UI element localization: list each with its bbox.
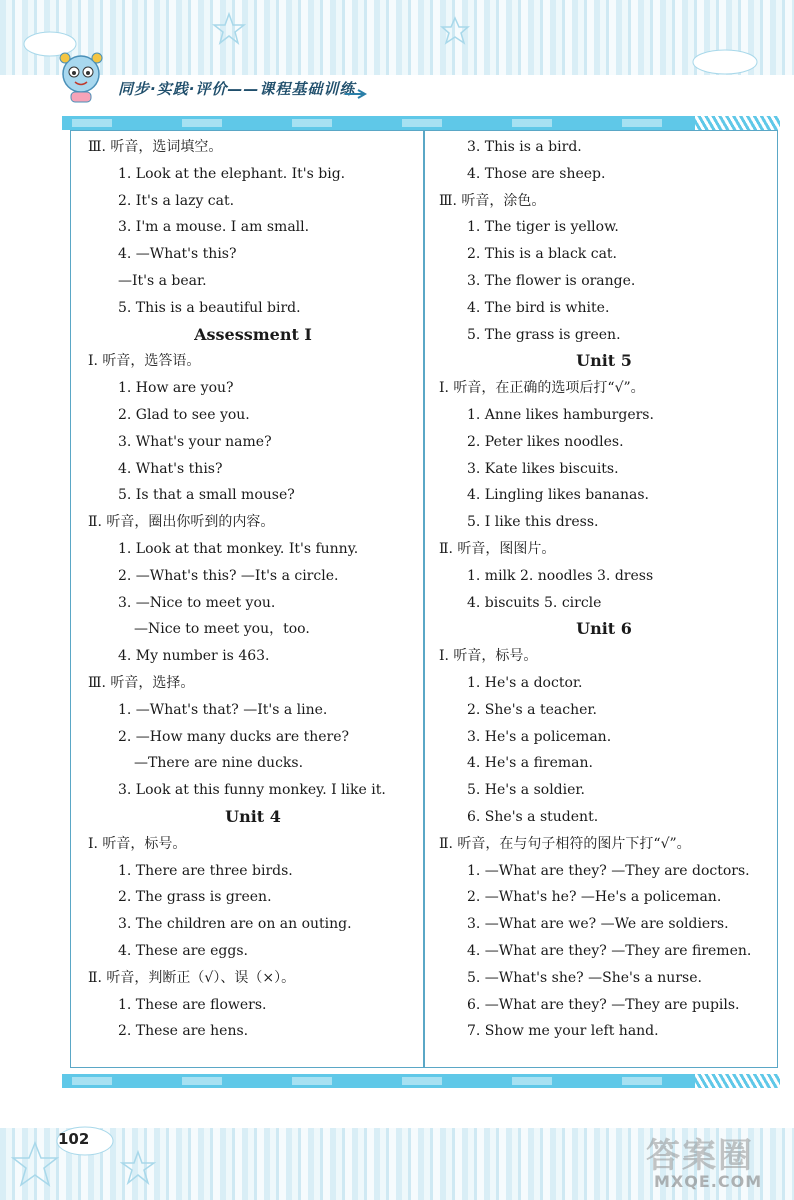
answer-line: 4. —What's this? [118, 246, 237, 263]
answer-line: 4. biscuits 5. circle [467, 594, 602, 611]
answer-line: 1. He's a doctor. [467, 674, 583, 691]
answer-line: 6. She's a student. [467, 808, 599, 825]
answer-line: 1. —What are they? —They are doctors. [467, 862, 750, 879]
answer-line: 1. —What's that? —It's a line. [118, 701, 328, 718]
answer-line: 3. —Nice to meet you. [118, 594, 276, 611]
watermark-text: 答案圈 [646, 1136, 754, 1176]
answer-line: 4. My number is 463. [118, 648, 270, 665]
answer-line: 1. Look at that monkey. It's funny. [118, 540, 359, 557]
answer-line: 5. I like this dress. [467, 514, 599, 531]
star-icon [120, 1150, 156, 1186]
answer-line: 2. Peter likes noodles. [467, 433, 624, 450]
answer-line: 6. —What are they? —They are pupils. [467, 996, 740, 1013]
section-heading: Unit 4 [225, 806, 281, 826]
exercise-instruction: Ⅲ. 听音，选词填空。 [88, 139, 223, 155]
answer-line: 5. Is that a small mouse? [118, 487, 295, 504]
exercise-instruction: Ⅰ. 听音，在正确的选项后打“√”。 [439, 380, 645, 397]
exercise-instruction: Ⅲ. 听音，选择。 [88, 674, 195, 691]
exercise-instruction: Ⅱ. 听音，图图片。 [439, 540, 556, 557]
answer-line: —It's a bear. [118, 272, 207, 289]
answer-line: 2. She's a teacher. [467, 701, 597, 718]
answer-line: 2. The grass is green. [118, 889, 272, 906]
answer-line: 7. Show me your left hand. [467, 1023, 659, 1040]
answer-line: 4. Lingling likes bananas. [467, 487, 649, 504]
cloud-icon [690, 42, 760, 78]
answer-line: 1. Look at the elephant. It's big. [118, 165, 346, 182]
answer-line: —Nice to meet you，too. [134, 621, 310, 638]
answer-line: 3. What's your name? [118, 433, 272, 450]
mascot-icon [55, 48, 107, 104]
answer-line: 4. —What are they? —They are firemen. [467, 942, 752, 959]
exercise-instruction: Ⅰ. 听音，选答语。 [88, 353, 201, 370]
answer-line: 5. He's a soldier. [467, 782, 586, 799]
answer-line: 2. —What's this? —It's a circle. [118, 567, 339, 584]
star-icon [440, 16, 470, 46]
section-heading: Unit 5 [576, 351, 632, 371]
answer-line: 3. This is a bird. [467, 139, 582, 155]
exercise-instruction: Ⅱ. 听音，圈出你听到的内容。 [88, 514, 275, 531]
section-heading: Assessment Ⅰ [194, 324, 312, 344]
answer-line: 2. —How many ducks are there? [118, 728, 349, 745]
answer-line: 2. —What's he? —He's a policeman. [467, 889, 722, 906]
answer-line: —There are nine ducks. [134, 755, 304, 772]
column-divider [423, 130, 425, 1068]
bottom-border-strip [62, 1074, 780, 1088]
answer-line: 3. Kate likes biscuits. [467, 460, 619, 477]
answer-line: 3. The flower is orange. [467, 272, 636, 289]
section-heading: Unit 6 [576, 619, 632, 639]
answer-line: 1. milk 2. noodles 3. dress [467, 567, 654, 584]
answer-line: 1. How are you? [118, 380, 234, 397]
answer-line: 4. Those are sheep. [467, 165, 606, 182]
star-icon [212, 12, 246, 46]
arrow-icon [345, 88, 369, 100]
answer-line: 1. The tiger is yellow. [467, 219, 619, 236]
exercise-instruction: Ⅰ. 听音，标号。 [439, 648, 538, 665]
answer-line: 2. It's a lazy cat. [118, 192, 235, 209]
top-border-strip [62, 116, 780, 130]
answer-line: 4. The bird is white. [467, 299, 610, 316]
star-icon [10, 1140, 60, 1190]
right-column [439, 134, 769, 1045]
answer-line: 1. These are flowers. [118, 996, 267, 1013]
page-number: 102 [58, 1130, 90, 1148]
answer-line: 1. Anne likes hamburgers. [467, 406, 654, 423]
exercise-instruction: Ⅱ. 听音，在与句子相符的图片下打“√”。 [439, 835, 691, 852]
answer-line: 5. The grass is green. [467, 326, 621, 343]
answer-line: 3. I'm a mouse. I am small. [118, 219, 310, 236]
watermark-url: MXQE.COM [654, 1172, 763, 1191]
answer-line: 3. —What are we? —We are soldiers. [467, 916, 729, 933]
answer-line: 2. Glad to see you. [118, 406, 250, 423]
answer-line: 3. He's a policeman. [467, 728, 612, 745]
exercise-instruction: Ⅰ. 听音，标号。 [88, 835, 187, 852]
answer-line: 3. Look at this funny monkey. I like it. [118, 782, 386, 799]
exercise-instruction: Ⅱ. 听音，判断正（√）、误（×）。 [88, 969, 296, 986]
answer-line: 4. These are eggs. [118, 942, 248, 959]
answer-line: 3. The children are on an outing. [118, 916, 352, 933]
top-decorative-band [0, 0, 794, 75]
answer-line: 1. There are three birds. [118, 862, 293, 879]
exercise-instruction: Ⅲ. 听音，涂色。 [439, 192, 546, 209]
answer-line: 5. —What's she? —She's a nurse. [467, 969, 702, 986]
watermark [640, 1128, 790, 1194]
answer-line: 2. These are hens. [118, 1023, 249, 1040]
header-title: 同步·实践·评价——课程基础训练 [118, 80, 356, 98]
answer-line: 4. What's this? [118, 460, 223, 477]
left-column [88, 134, 418, 1045]
answer-line: 5. This is a beautiful bird. [118, 299, 301, 316]
answer-line: 2. This is a black cat. [467, 246, 618, 263]
answer-line: 4. He's a fireman. [467, 755, 593, 772]
